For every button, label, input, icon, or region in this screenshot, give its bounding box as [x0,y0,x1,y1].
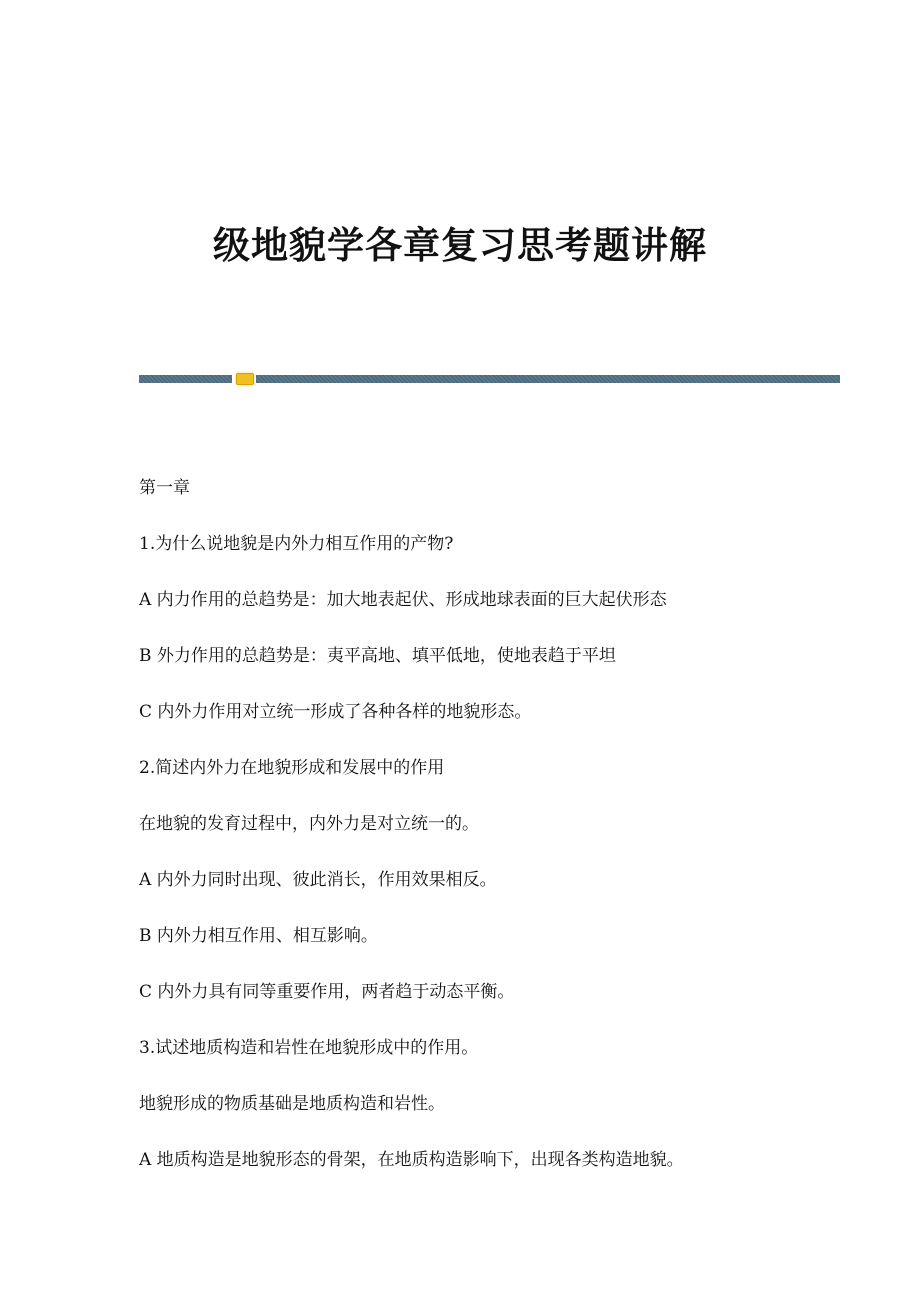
document-title: 级地貌学各章复习思考题讲解 [213,223,707,267]
chapter-heading: 第一章 [139,478,190,498]
paragraph: A 内外力同时出现、彼此消长，作用效果相反。 [139,870,497,890]
paragraph: A 内力作用的总趋势是：加大地表起伏、形成地球表面的巨大起伏形态 [139,590,667,610]
question: 2.简述内外力在地貌形成和发展中的作用 [139,758,445,778]
divider-left [139,375,232,383]
paragraph: 在地貌的发育过程中，内外力是对立统一的。 [139,814,479,834]
paragraph: C 内外力具有同等重要作用，两者趋于动态平衡。 [139,982,515,1002]
paragraph: A 地质构造是地貌形态的骨架，在地质构造影响下，出现各类构造地貌。 [139,1150,684,1170]
question: 3.试述地质构造和岩性在地貌形成中的作用。 [139,1038,479,1058]
question: 1.为什么说地貌是内外力相互作用的产物? [139,534,454,554]
paragraph: C 内外力作用对立统一形成了各种各样的地貌形态。 [139,702,532,722]
divider-right [256,375,840,383]
paragraph: B 内外力相互作用、相互影响。 [139,926,378,946]
divider-badge-icon [236,373,254,385]
paragraph: 地貌形成的物质基础是地质构造和岩性。 [139,1094,445,1114]
paragraph: B 外力作用的总趋势是：夷平高地、填平低地，使地表趋于平坦 [139,646,616,666]
